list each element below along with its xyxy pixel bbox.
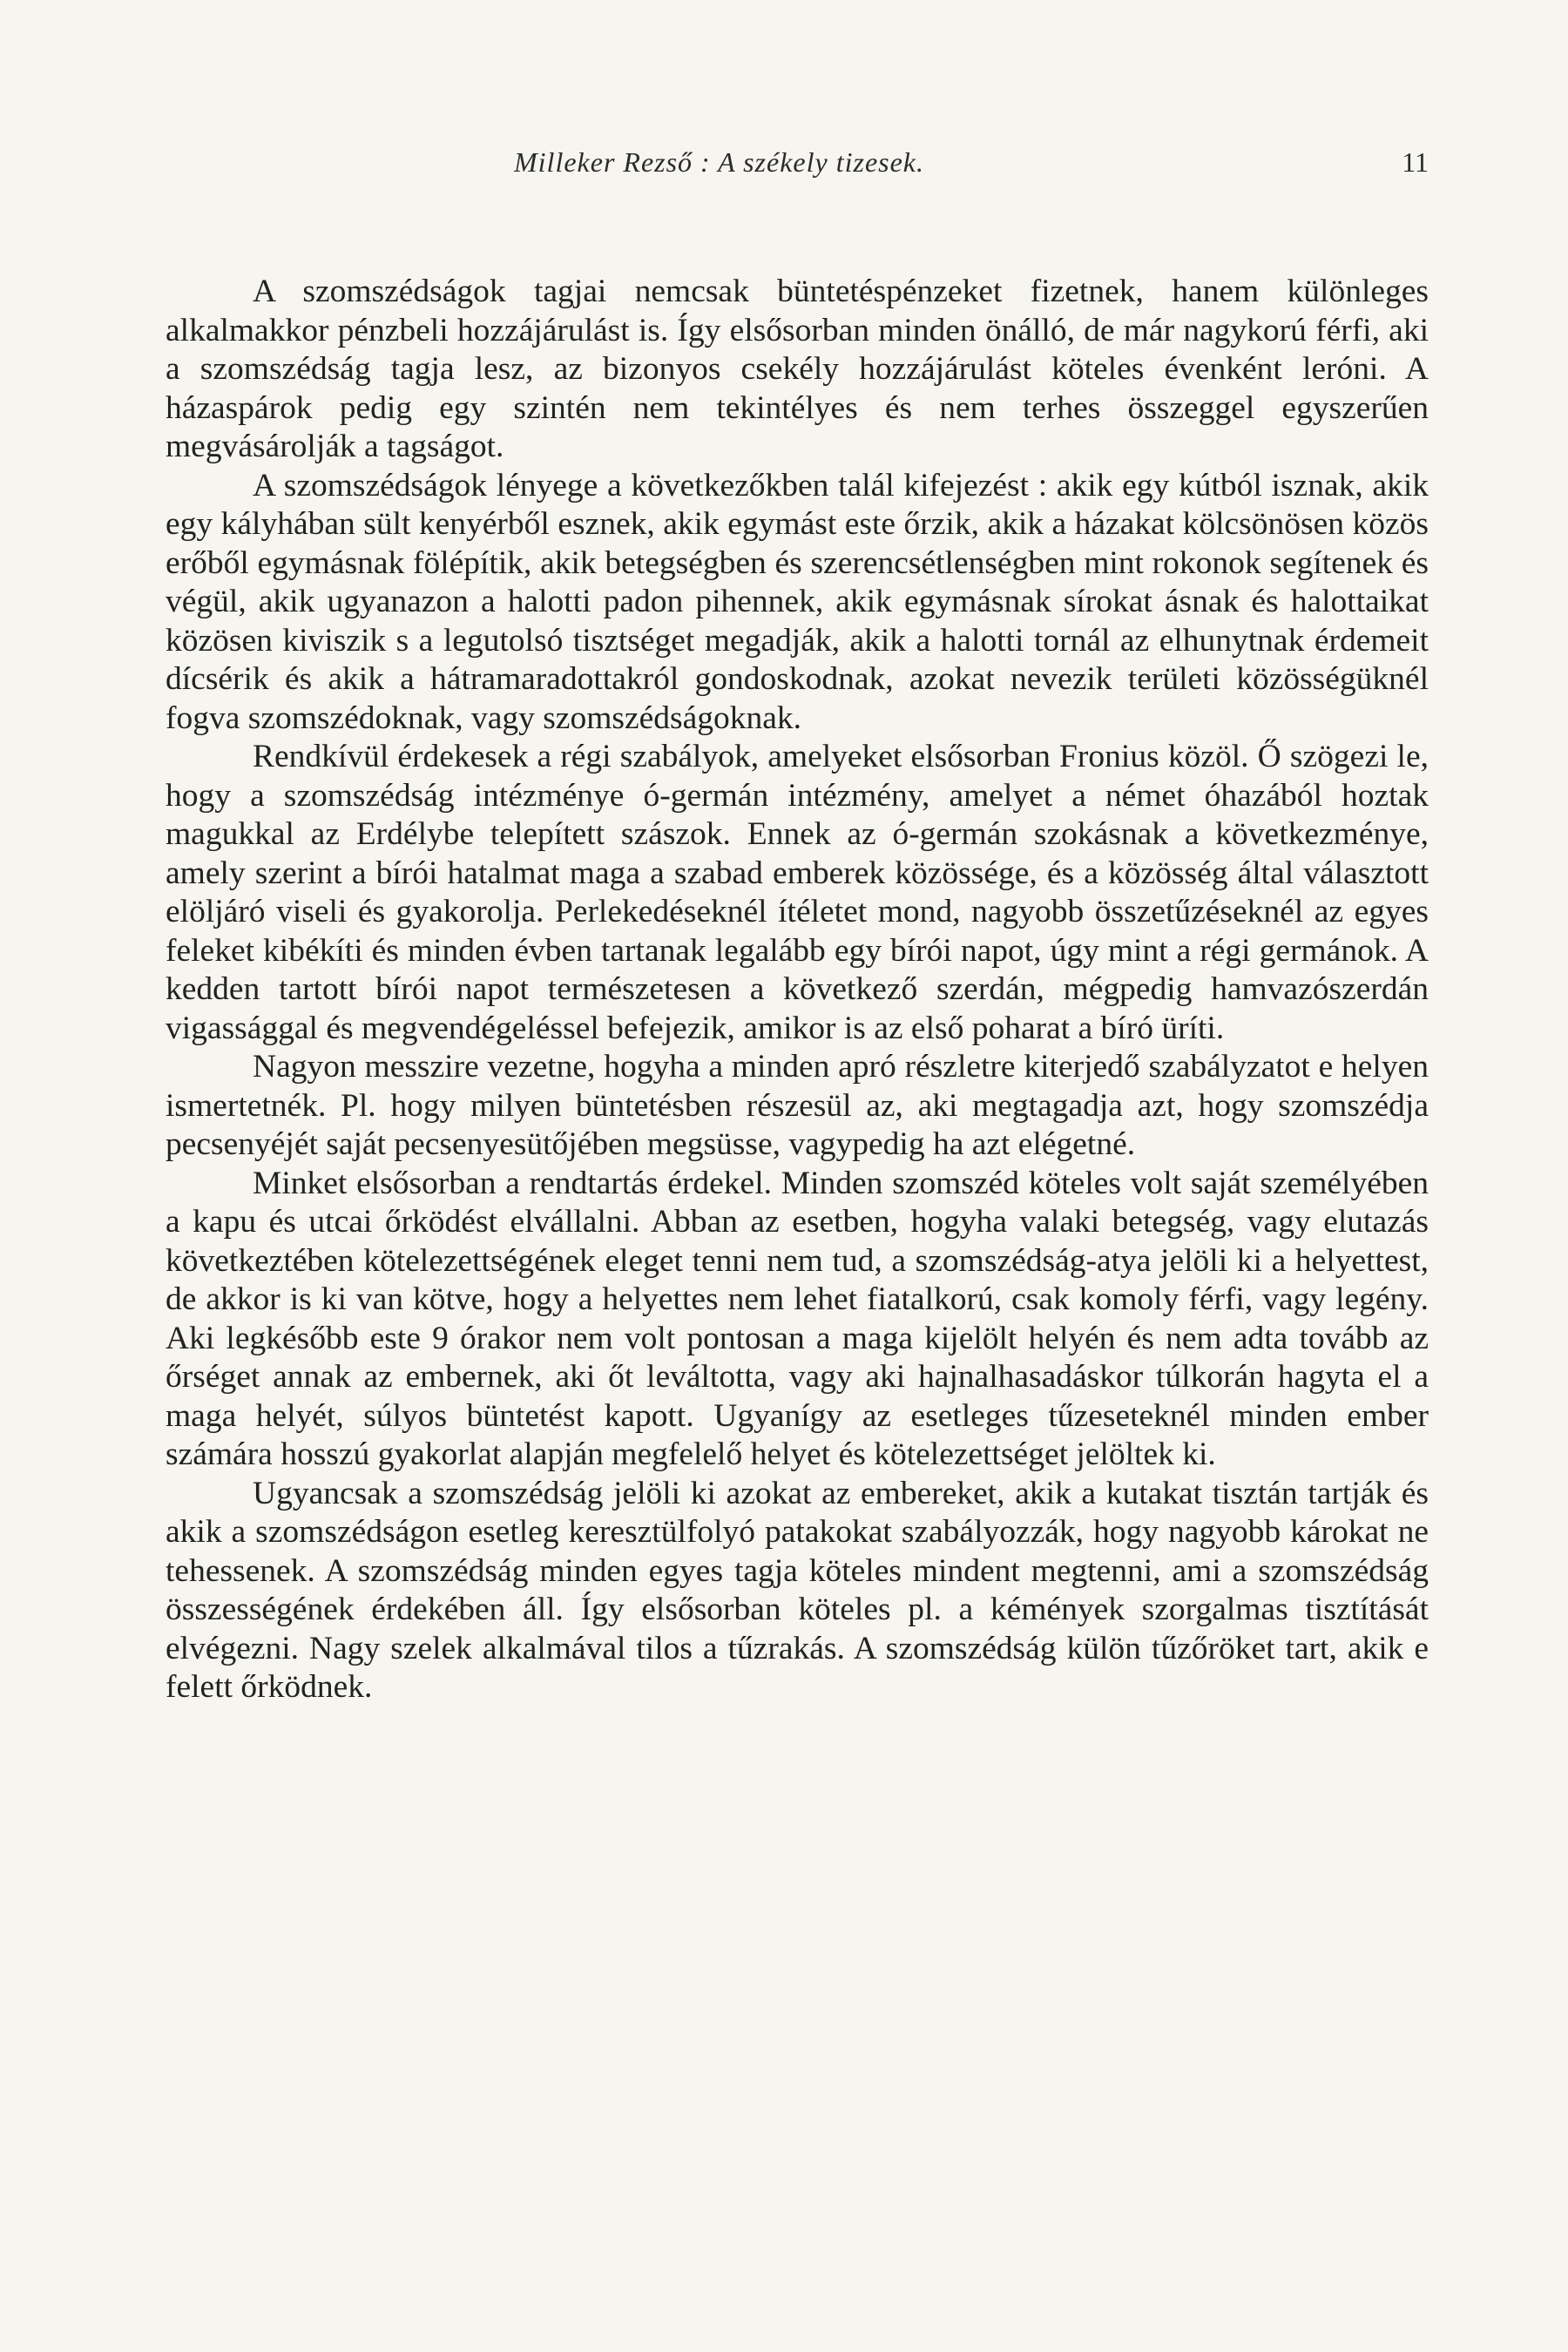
running-title: Milleker Rezső : A székely tizesek.	[514, 146, 924, 178]
paragraph: Rendkívül érdekesek a régi szabályok, amelyeket elsősorban Fronius közöl. Ő szögezi le, hogy a szomszédság intézménye ó-germán intézmény, amelyet a német óhazából hoztak magukkal az Erdélybe telepített szászok. Ennek az ó-germán szokásnak a következménye, amely szerint a bírói hatalmat maga a szabad emberek közössége, és a közösség által választott elöljáró viseli és gyakorolja. Perlekedéseknél ítéletet mond, nagyobb összetűzéseknél az egyes feleket kibékíti és minden évben tartanak legalább egy bírói napot, úgy mint a régi germánok. A kedden tartott bírói napot természetesen a következő szerdán, mégpedig hamvazószerdán vigassággal és megvendégeléssel befejezik, amikor is az első poharat a bíró üríti.	[166, 739, 1429, 1046]
page-number: 11	[1402, 146, 1429, 178]
page-header	[166, 146, 1429, 188]
paragraph: A szomszédságok tagjai nemcsak büntetéspénzeket fizetnek, hanem különleges alkalmakkor pénzbeli hozzájárulást is. Így elsősorban minden önálló, de már nagykorú férfi, aki a szomszédság tagja lesz, az bizonyos csekély hozzájárulást köteles évenként leróni. A házaspárok pedig egy szintén nem tekintélyes és nem terhes összeggel egyszerűen megvásárolják a tagságot.	[166, 274, 1429, 464]
paragraph: A szomszédságok lényege a következőkben talál kifejezést : akik egy kútból isznak, akik egy kályhában sült kenyérből esznek, akik egymást este őrzik, akik a házakat kölcsönösen közös erőből egymásnak fölépítik, akik betegségben és szerencsétlenségben mint rokonok segítenek és végül, akik ugyanazon a halotti padon pihennek, akik egymásnak sírokat ásnak és halottaikat közösen kiviszik s a legutolsó tisztséget megadják, akik a halotti tornál az elhunytnak érdemeit dícsérik és akik a hátramaradottakról gondoskodnak, azokat nevezik területi közösségüknél fogva szomszédoknak, vagy szomszédságoknak.	[166, 467, 1429, 736]
paragraph: Nagyon messzire vezetne, hogyha a minden apró részletre kiterjedő szabályzatot e helyen ismertetnék. Pl. hogy milyen büntetésben részesül az, aki megtagadja azt, hogy szomszédja pecsenyéjét saját pecsenyesütőjében megsüsse, vagypedig ha azt elégetné.	[166, 1049, 1429, 1162]
paragraph: Ugyancsak a szomszédság jelöli ki azokat az embereket, akik a kutakat tisztán tartják és akik a szomszédságon esetleg keresztülfolyó patakokat szabályozzák, hogy nagyobb károkat ne tehessenek. A szomszédság minden egyes tagja köteles mindent megtenni, ami a szomszédság összességének érdekében áll. Így elsősorban köteles pl. a kémények szorgalmas tisztítását elvégezni. Nagy szelek alkalmával tilos a tűzrakás. A szomszédság külön tűzőröket tart, akik e felett őrködnek.	[166, 1475, 1429, 1705]
body-text	[166, 273, 1429, 1707]
paragraph: Minket elsősorban a rendtartás érdekel. Minden szomszéd köteles volt saját személyében a kapu és utcai őrködést elvállalni. Abban az esetben, hogyha valaki betegség, vagy elutazás következtében kötelezettségének eleget tenni nem tud, a szomszédság-atya jelöli ki a helyettest, de akkor is ki van kötve, hogy a helyettes nem lehet fiatalkorú, csak komoly férfi, vagy legény. Aki legkésőbb este 9 órakor nem volt pontosan a maga kijelölt helyén és nem adta tovább az őrséget annak az embernek, aki őt leváltotta, vagy aki hajnalhasadáskor túlkorán hagyta el a maga helyét, súlyos büntetést kapott. Ugyanígy az esetleges tűzeseteknél minden ember számára hosszú gyakorlat alapján megfelelő helyet és kötelezettséget jelöltek ki.	[166, 1165, 1429, 1472]
